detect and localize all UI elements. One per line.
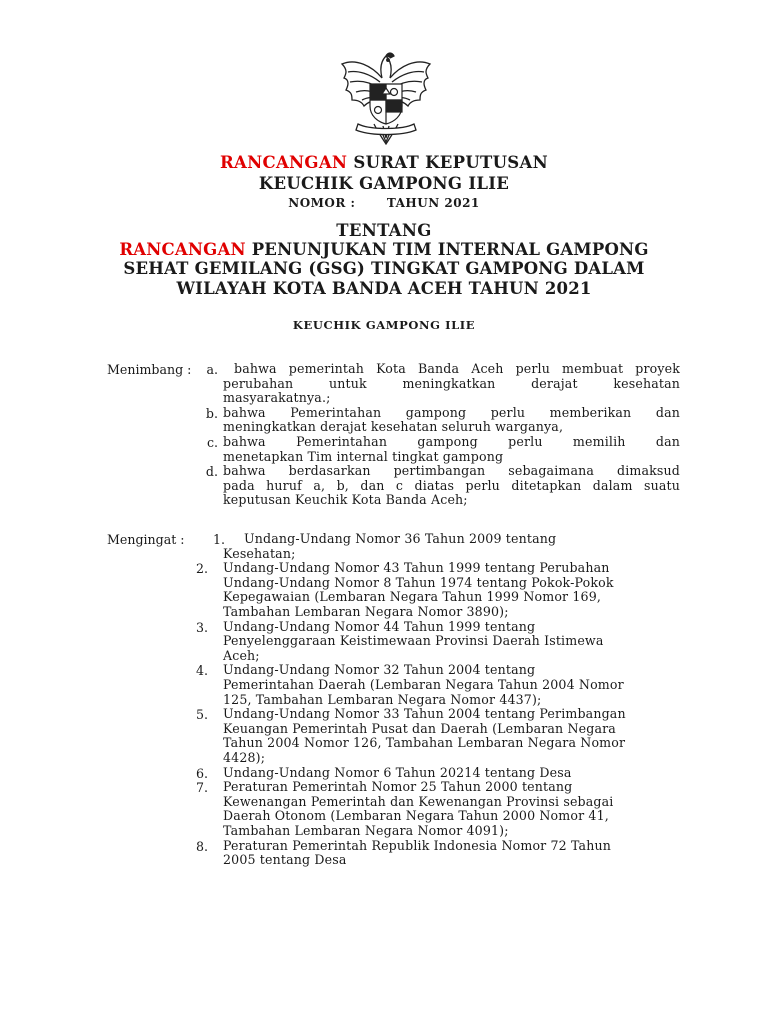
mengingat-item-line: Peraturan Pemerintah Republik Indonesia Nomor 72 Tahun [223,837,611,853]
mengingat-item-line: Undang-Undang Nomor 43 Tahun 1999 tentang Perubahan [223,560,610,576]
mengingat-item-line: Penyelenggaraan Keistimewaan Provinsi Daerah Istimewa [223,633,604,649]
mengingat-item-line: Undang-Undang Nomor 33 Tahun 2004 tentang Perimbangan [223,706,626,722]
menimbang-label: Menimbang : [107,362,192,377]
mengingat-item-marker: 1. [213,532,226,547]
menimbang-item-marker: d. [205,464,218,480]
menimbang-item-line: meningkatkan derajat kesehatan seluruh warganya, [223,419,564,435]
menimbang-item-line: bahwa Pemerintahan gampong perlu memberikan dan [223,404,680,420]
mengingat-item-line: 2005 tentang Desa [223,852,347,868]
menimbang-item-line: pada huruf a, b, dan c diatas perlu ditetapkan dalam suatu [223,477,680,493]
document-title-line-1 [0,153,768,172]
mengingat-item-marker: 6. [196,765,209,781]
mengingat-label: Mengingat : [107,532,185,547]
document-title-line-2: KEUCHIK GAMPONG ILIE [258,174,510,193]
tentang-heading: TENTANG [336,221,432,240]
mengingat-item-marker: 4. [196,663,209,679]
menimbang-item-marker: a. [206,362,218,377]
menimbang-item-line: masyarakatnya.; [223,390,331,406]
nomor-line [0,196,768,210]
mengingat-item-line: Kepegawaian (Lembaran Negara Tahun 1999 Nomor 169, [223,589,602,605]
mengingat-item-line: Tambahan Lembaran Negara Nomor 3890); [223,604,509,619]
mengingat-item-line: Tahun 2004 Nomor 126, Tambahan Lembaran Negara Nomor [223,735,626,751]
mengingat-item-line: Undang-Undang Nomor 36 Tahun 2009 tentang [244,531,557,546]
mengingat-item-line: 125, Tambahan Lembaran Negara Nomor 4437); [223,691,542,707]
menimbang-item-line: bahwa berdasarkan pertimbangan sebagaimana dimaksud [223,463,680,479]
mengingat-item-line: Kewenangan Pemerintah dan Kewenangan Provinsi sebagai [223,793,614,809]
mengingat-item-line: Pemerintahan Daerah (Lembaran Negara Tahun 2004 Nomor [223,677,624,692]
subject-line-1 [0,240,768,259]
subject-line-2: SEHAT GEMILANG (GSG) TINGKAT GAMPONG DALAM [123,259,645,278]
subject-line-3: WILAYAH KOTA BANDA ACEH TAHUN 2021 [176,279,592,298]
menimbang-item-line: menetapkan Tim internal tingkat gampong [223,448,504,464]
mengingat-item-line: Peraturan Pemerintah Nomor 25 Tahun 2000 tentang [223,779,573,795]
menimbang-item-line: perubahan untuk meningkatkan derajat kesehatan [223,375,680,391]
mengingat-item-line: Undang-Undang Nomor 32 Tahun 2004 tentang [223,662,536,678]
mengingat-item-line: Tambahan Lembaran Negara Nomor 4091); [223,823,509,838]
mengingat-item-line: Undang-Undang Nomor 6 Tahun 20214 tentang Desa [223,764,572,780]
subject-draft-label: RANCANGAN [119,240,246,259]
mengingat-item-marker: 2. [196,561,209,577]
mengingat-item-marker: 8. [196,838,209,854]
mengingat-item-marker: 7. [196,780,209,796]
tahun-label: TAHUN 2021 [386,196,480,210]
title-text: SURAT KEPUTUSAN [353,153,548,172]
mengingat-item-marker: 3. [196,619,209,635]
mengingat-item-line: Aceh; [223,647,260,663]
menimbang-item-line: bahwa Pemerintahan gampong perlu memilih dan [223,434,680,449]
mengingat-item-line: Undang-Undang Nomor 8 Tahun 1974 tentang Pokok-Pokok [223,574,614,590]
official-title: KEUCHIK GAMPONG ILIE [292,318,476,332]
menimbang-item-marker: b. [205,405,218,421]
mengingat-item-line: Daerah Otonom (Lembaran Negara Tahun 2000 Nomor 41, [223,808,609,824]
menimbang-item-marker: c. [206,435,218,450]
mengingat-item-line: Keuangan Pemerintah Pusat dan Daerah (Lembaran Negara [223,720,616,736]
menimbang-item-line: bahwa pemerintah Kota Banda Aceh perlu membuat proyek [234,361,680,376]
garuda-emblem [336,44,436,148]
mengingat-item-line: 4428); [223,750,266,765]
nomor-label: NOMOR : [288,196,356,210]
menimbang-item-line: keputusan Keuchik Kota Banda Aceh; [223,492,468,508]
mengingat-item-marker: 5. [196,707,209,723]
mengingat-item-line: Kesehatan; [223,545,296,561]
mengingat-item-line: Undang-Undang Nomor 44 Tahun 1999 tentang [223,618,536,634]
subject-text-1: PENUNJUKAN TIM INTERNAL GAMPONG [251,240,649,259]
draft-label: RANCANGAN [220,153,348,172]
